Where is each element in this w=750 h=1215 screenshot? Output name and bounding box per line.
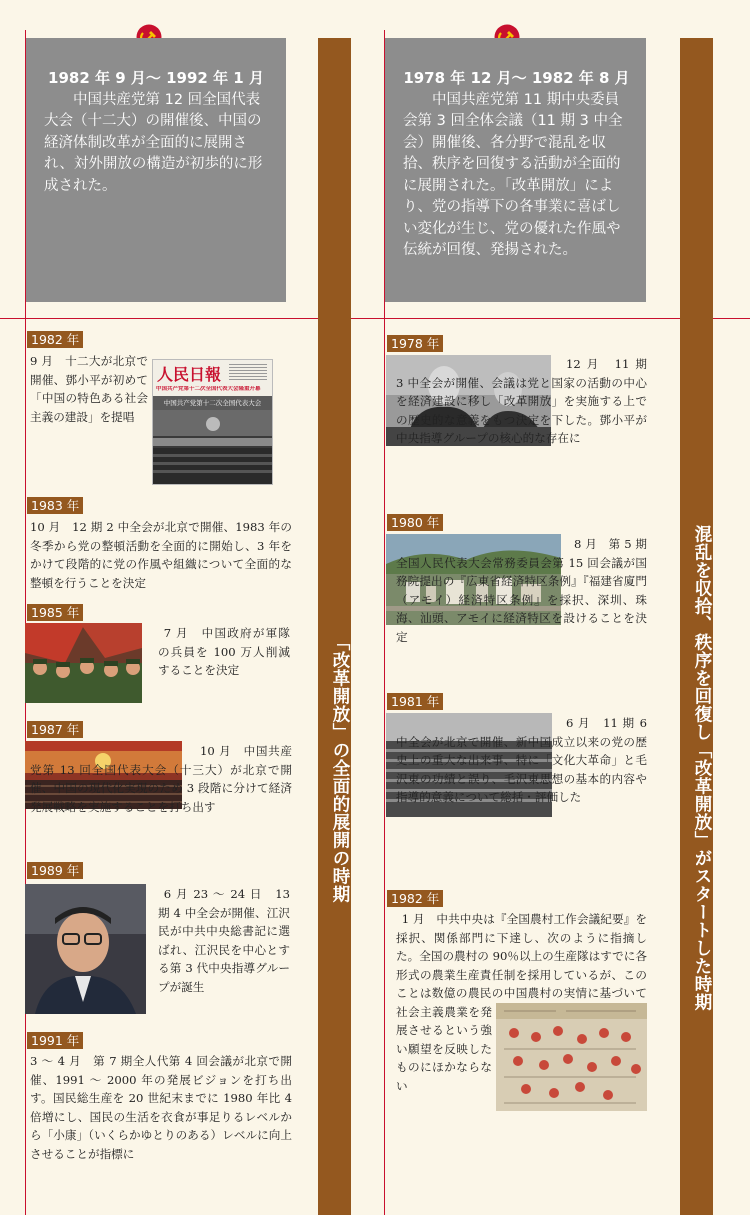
- newspaper-masthead: 人民日報: [157, 365, 222, 384]
- newspaper-columns: [229, 364, 267, 382]
- right-period-band-title: 混乱を収拾、秩序を回復し「改革開放」がスタートした時期: [692, 524, 712, 1011]
- event-text: 12 月 11 期 3 中全会が開催、会議は党と国家の活動の中心を経済建設に移し「改革開放」を実施する上での歴史的な意義をもつ決定を下した。鄧小平が中央指導グループの核心的な存在に: [396, 357, 647, 445]
- year-label: 1985 年: [27, 604, 83, 621]
- right-period-band: [680, 38, 713, 1215]
- event-text: 10 月 中国共産党第 13 回全国代表大会（十三大）が北京で開催、中国の現代化実現のため 3 段階に分けて経済発展戦略を実施することを打ち出す: [30, 744, 292, 814]
- year-label: 1982 年: [27, 331, 83, 348]
- year-label: 1980 年: [387, 514, 443, 531]
- year-label: 1978 年: [387, 335, 443, 352]
- event-text: 8 月 第 5 期全国人民代表大会常務委員会第 15 回会議が国務院提出の『広東省経済特区条例』『福建省廈門（アモイ）経済特区条例』を採択、深圳、珠海、汕頭、アモイに経済特区を設けることを決定: [396, 537, 647, 644]
- newspaper-image: [152, 359, 273, 485]
- event-text: 9 月 十二大が北京で開催、鄧小平が初めて「中国の特色ある社会主義の建設」を提唱: [30, 354, 148, 424]
- year-label: 1989 年: [27, 862, 83, 879]
- year-label: 1981 年: [387, 693, 443, 710]
- right-period-header: [385, 38, 646, 302]
- year-label: 1991 年: [27, 1032, 83, 1049]
- year-label: 1982 年: [387, 890, 443, 907]
- year-label: 1987 年: [27, 721, 83, 738]
- jiang-zemin-photo: [25, 884, 146, 1014]
- event-text: 10 月 12 期 2 中全会が北京で開催、1983 年の冬季から党の整頓活動を全面的に開始し、3 年をかけて段階的に党の作風や組織について全面的な整頓を行うことを決定: [30, 520, 292, 590]
- right-period-date: 1978 年 12 月～ 1982 年 8 月: [403, 69, 630, 87]
- event-text: 6 月 23 ～ 24 日 13 期 4 中全会が開催、江沢民が中共中央総書記に選ばれ、江沢民を中心とする第 3 代中央指導グループが誕生: [158, 887, 290, 994]
- horizontal-divider-line: [0, 318, 750, 319]
- soldiers-photo: [25, 623, 142, 703]
- newspaper-caption: 中国共产党第十二次全国代表大会: [153, 396, 272, 410]
- wrap-spacer: [492, 1003, 647, 1115]
- right-period-description: 中国共産党第 11 期中央委員会第 3 回全体会議（11 期 3 中全会）開催後、各分野で混乱を収拾、秩序を回復する活動が全面的に展開された。「改革開放」により、党の指導下の各事業に喜ばしい変化が生じ、党の優れた作風や伝統が回復、発揚された。: [403, 91, 623, 258]
- left-period-band-title: 「改革開放」の全面的展開の時期: [330, 632, 350, 903]
- left-period-band: [318, 38, 351, 1215]
- event-text: 1 月 中共中央は『全国農村工作会議紀要』を採択、関係部門に下達し、次のように指摘した。全国の農村の 90％以上の生産隊はすでに各形式の農業生産責任制を採用しているが、このことは数億の農民の中国農村の実情に基づいて社会主義農業を発展させるという強い願望を反映したものにほかならない: [396, 910, 647, 1115]
- newspaper-headline: 中国共产党第十二次全国代表大会隆重开幕: [156, 386, 261, 392]
- event-text: 6 月 11 期 6 中全会が北京で開催、新中国成立以来の党の歴史上の重大な出来事、特に「文化大革命」と毛沢東の功績と誤り、毛沢東思想の基本的内容や指導的意義について総括・評価した: [396, 716, 647, 804]
- left-period-header: [26, 38, 286, 302]
- left-period-date: 1982 年 9 月～ 1992 年 1 月: [48, 69, 264, 87]
- event-text: 7 月 中国政府が軍隊の兵員を 100 万人削減することを決定: [158, 626, 290, 677]
- congress-hall-photo: [153, 410, 272, 484]
- year-label: 1983 年: [27, 497, 83, 514]
- event-text: 3 ～ 4 月 第 7 期全人代第 4 回会議が北京で開催、1991 ～ 2000 年の発展ビジョンを打ち出す。国民総生産を 20 世紀末までに 1980 年比 4 倍増にし、国民の生活を衣食が事足りるレベルから「小康」（いくらかゆとりのある）レベルに向上させることが指標に: [30, 1054, 292, 1161]
- left-period-description: 中国共産党第 12 回全国代表大会（十二大）の開催後、中国の経済体制改革が全面的に展開され、対外開放の構造が初歩的に形成された。: [44, 91, 263, 194]
